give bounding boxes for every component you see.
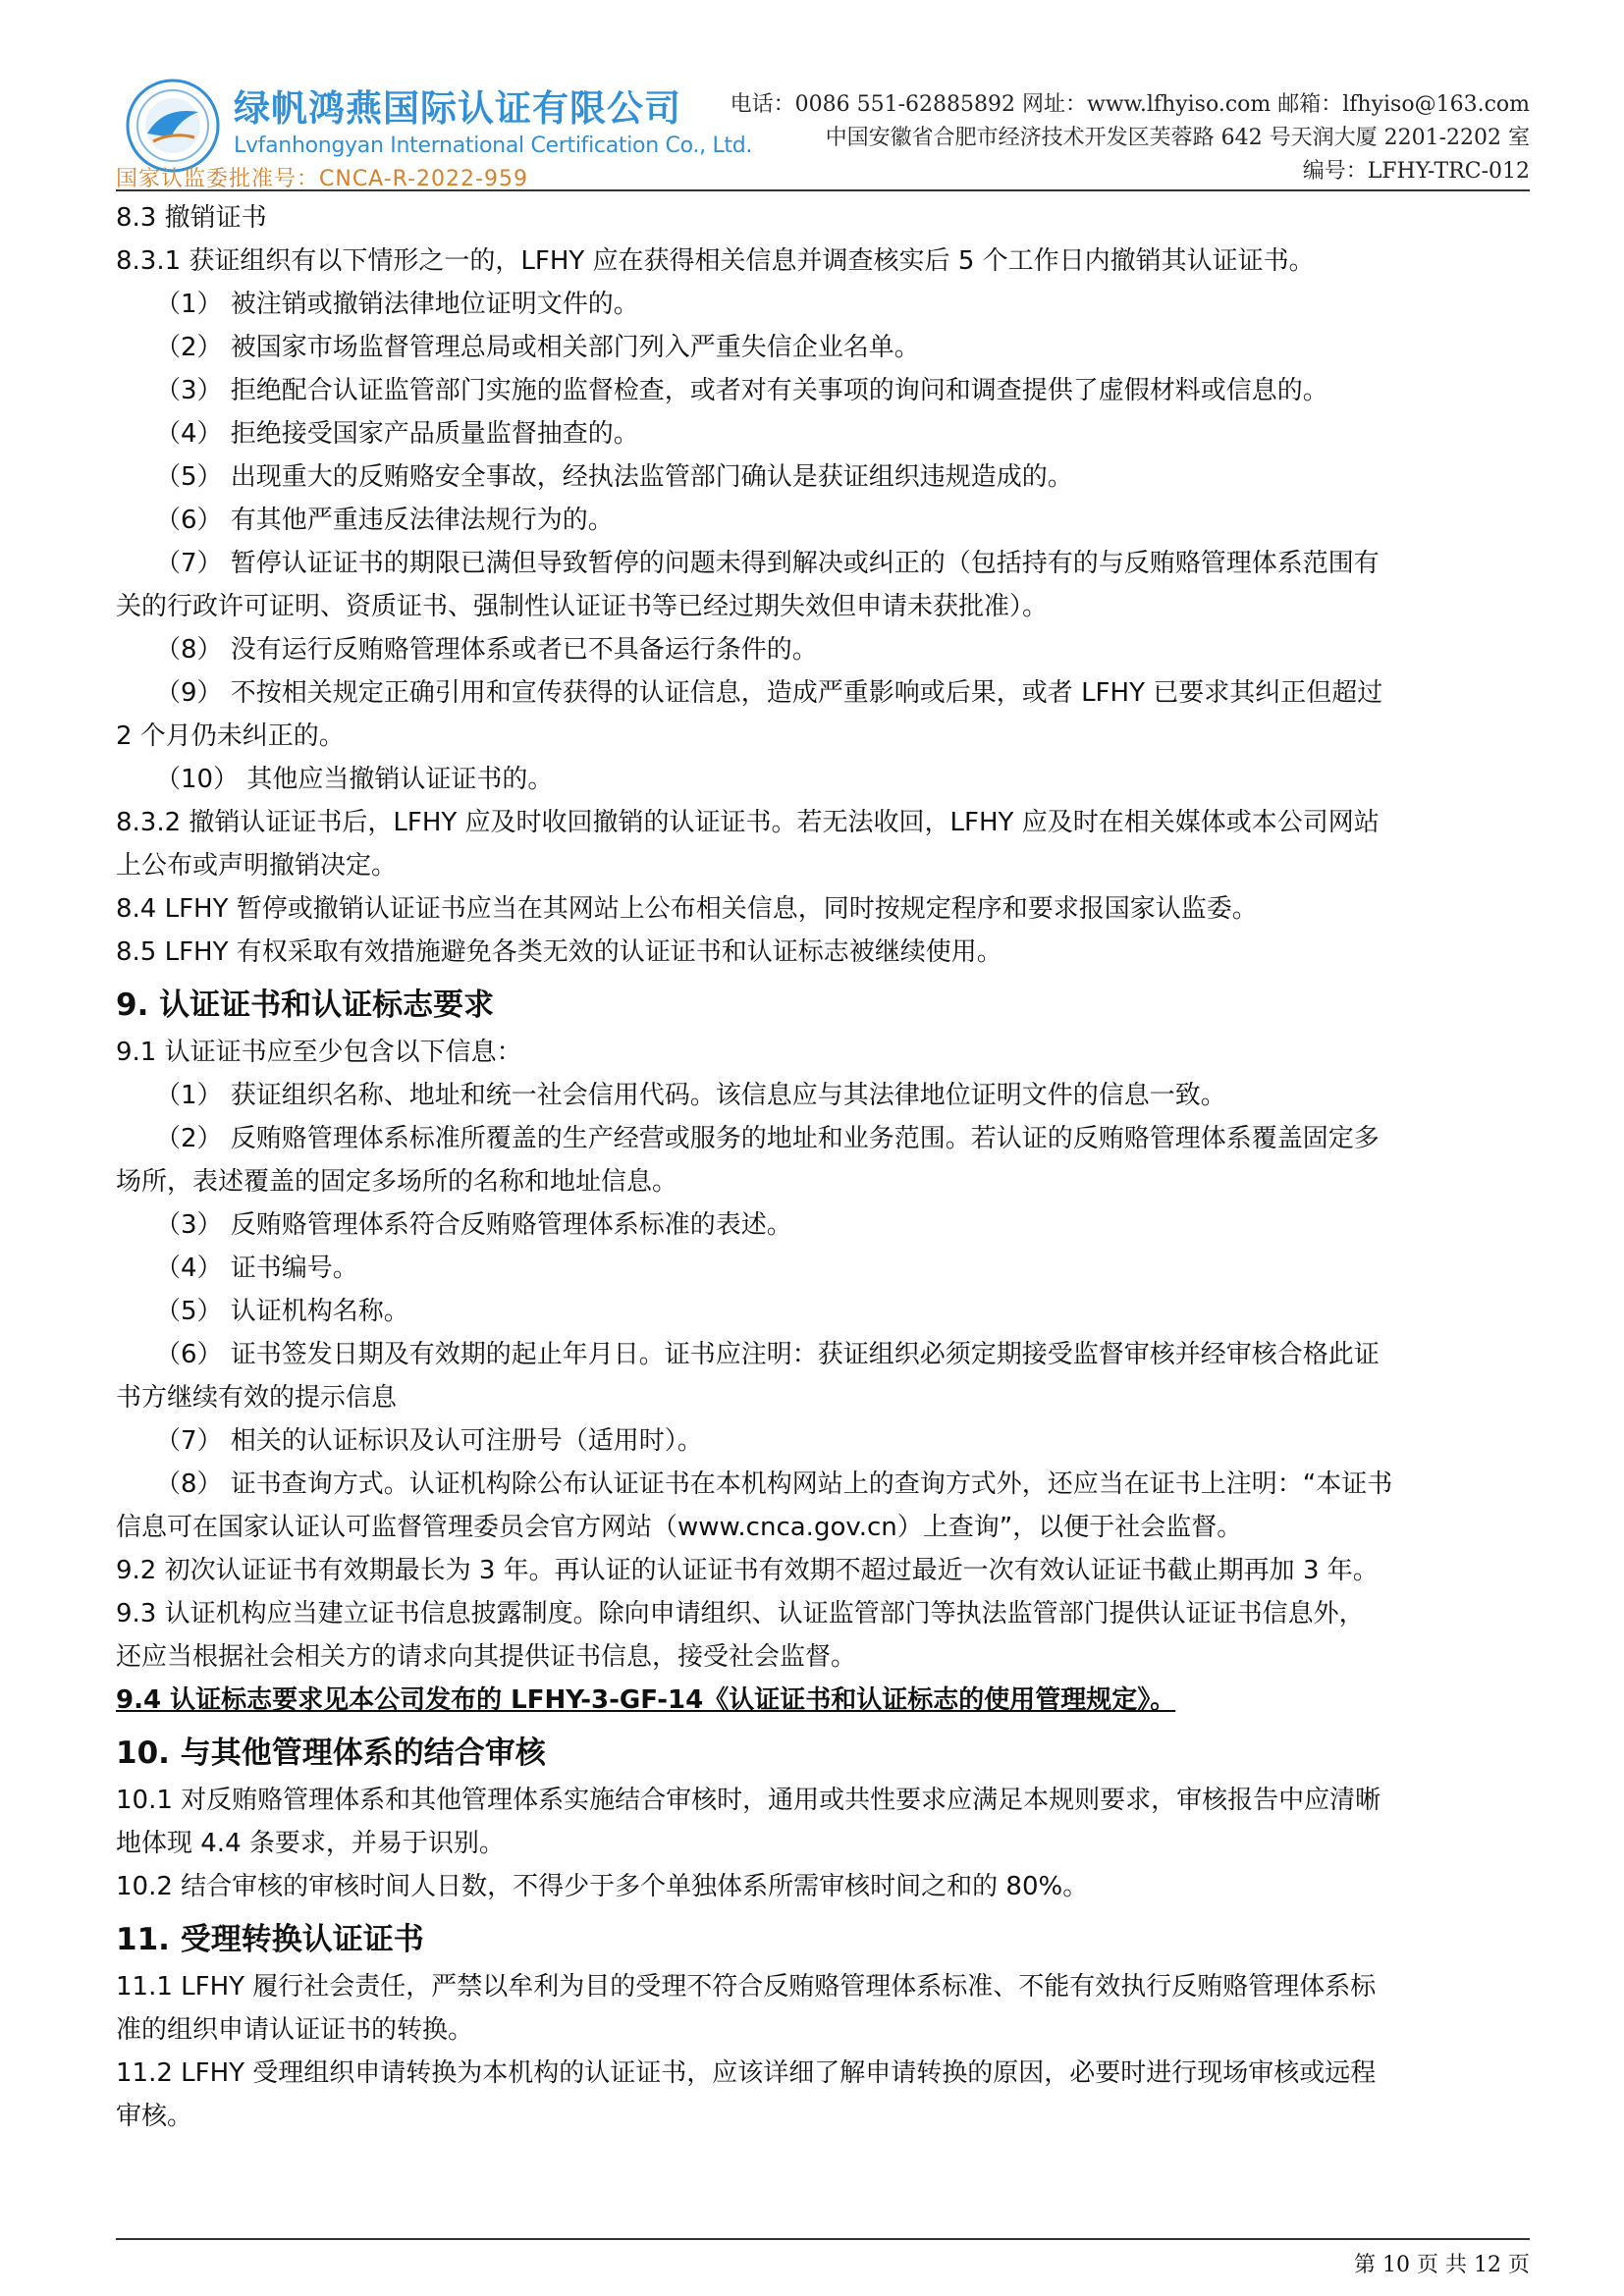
list-item-continuation: 场所，表述覆盖的固定多场所的名称和地址信息。 [116,1167,678,1197]
section-9-heading: 9. 认证证书和认证标志要求 [116,988,495,1023]
para-11-2: 11.2 LFHY 受理组织申请转换为本机构的认证证书，应该详细了解申请转换的原因，必要时进行现场审核或远程 [116,2058,1377,2088]
list-item: （4） 证书编号。 [155,1254,358,1283]
list-item: （1） 被注销或撤销法律地位证明文件的。 [155,290,639,319]
para-10-2: 10.2 结合审核的审核时间人日数，不得少于多个单独体系所需审核时间之和的 80%。 [116,1872,1089,1901]
page-header [116,69,1530,191]
header-divider [116,189,1530,191]
para-8-5: 8.5 LFHY 有权采取有效措施避免各类无效的认证证书和认证标志被继续使用。 [116,937,1002,967]
list-item: （8） 证书查询方式。认证机构除公布认证证书在本机构网站上的查询方式外，还应当在证书上注明：“本证书 [155,1469,1393,1499]
section-8-3-title: 8.3 撤销证书 [116,203,267,233]
para-9-4-underlined: 9.4 认证标志要求见本公司发布的 LFHY-3-GF-14《认证证书和认证标志的使用管理规定》。 [116,1685,1176,1715]
section-11-heading: 11. 受理转换认证证书 [116,1922,424,1957]
list-item: （5） 认证机构名称。 [155,1297,409,1326]
list-item: （3） 反贿赂管理体系符合反贿赂管理体系标准的表述。 [155,1210,792,1240]
para-9-3: 9.3 认证机构应当建立证书信息披露制度。除向申请组织、认证监管部门等执法监管部门提供认证证书信息外， [116,1599,1365,1629]
list-item: （7） 暂停认证证书的期限已满但导致暂停的问题未得到解决或纠正的（包括持有的与反贿赂管理体系范围有 [155,549,1380,578]
list-item: （8） 没有运行反贿赂管理体系或者已不具备运行条件的。 [155,635,818,665]
list-item-continuation: 信息可在国家认证认可监督管理委员会官方网站（www.cnca.gov.cn）上查询”，以便于社会监督。 [116,1513,1243,1542]
address-line: 中国安徽省合肥市经济技术开发区芙蓉路 642 号天润大厦 2201-2202 室 [825,126,1530,150]
list-item: （9） 不按相关规定正确引用和宣传获得的认证信息，造成严重影响或后果，或者 LFHY 已要求其纠正但超过 [155,678,1383,708]
list-item: （4） 拒绝接受国家产品质量监督抽查的。 [155,419,639,449]
list-item: （2） 反贿赂管理体系标准所覆盖的生产经营或服务的地址和业务范围。若认证的反贿赂管理体系覆盖固定多 [155,1124,1380,1153]
approval-number: 国家认监委批准号：CNCA-R-2022-959 [116,167,528,191]
page-number: 第 10 页 共 12 页 [1354,2253,1530,2277]
list-item: （6） 证书签发日期及有效期的起止年月日。证书应注明：获证组织必须定期接受监督审核并经审核合格此证 [155,1340,1380,1369]
list-item: （2） 被国家市场监督管理总局或相关部门列入严重失信企业名单。 [155,333,920,362]
para-continuation: 地体现 4.4 条要求，并易于识别。 [116,1829,505,1858]
para-continuation: 还应当根据社会相关方的请求向其提供证书信息，接受社会监督。 [116,1642,857,1672]
document-number: 编号：LFHY-TRC-012 [1302,159,1530,184]
document-body [116,196,1530,2138]
para-continuation: 审核。 [116,2102,193,2131]
footer-divider [116,2238,1530,2240]
para-11-1: 11.1 LFHY 履行社会责任，严禁以牟利为目的受理不符合反贿赂管理体系标准、不能有效执行反贿赂管理体系标 [116,1972,1377,2002]
para-10-1: 10.1 对反贿赂管理体系和其他管理体系实施结合审核时，通用或共性要求应满足本规则要求，审核报告中应清晰 [116,1786,1381,1815]
para-continuation: 上公布或声明撤销决定。 [116,851,398,881]
para-continuation: 准的组织申请认证证书的转换。 [116,2015,474,2045]
company-name-cn: 绿帆鸿燕国际认证有限公司 [234,87,681,130]
company-logo [124,77,222,175]
contact-line: 电话：0086 551-62885892 网址：www.lfhyiso.com 邮箱：lfhyiso@163.com [730,92,1530,117]
list-item: （5） 出现重大的反贿赂安全事故，经执法监管部门确认是获证组织违规造成的。 [155,462,1073,492]
company-name-en: Lvfanhongyan International Certification Co., Ltd. [234,133,753,158]
list-item: （3） 拒绝配合认证监管部门实施的监督检查，或者对有关事项的询问和调查提供了虚假材料或信息的。 [155,376,1328,405]
para-8-4: 8.4 LFHY 暂停或撤销认证证书应当在其网站上公布相关信息，同时按规定程序和要求报国家认监委。 [116,894,1258,924]
list-item: （1） 获证组织名称、地址和统一社会信用代码。该信息应与其法律地位证明文件的信息一致。 [155,1081,1226,1110]
para-8-3-1: 8.3.1 获证组织有以下情形之一的，LFHY 应在获得相关信息并调查核实后 5 个工作日内撤销其认证证书。 [116,246,1315,276]
list-item: （10） 其他应当撤销认证证书的。 [155,765,554,794]
para-9-1: 9.1 认证证书应至少包含以下信息： [116,1038,522,1067]
list-item-continuation: 2 个月仍未纠正的。 [116,721,345,751]
list-item-continuation: 书方继续有效的提示信息 [116,1383,398,1413]
list-item: （7） 相关的认证标识及认可注册号（适用时）。 [155,1426,703,1456]
section-10-heading: 10. 与其他管理体系的结合审核 [116,1735,546,1771]
para-8-3-2: 8.3.2 撤销认证证书后，LFHY 应及时收回撤销的认证证书。若无法收回，LFHY 应及时在相关媒体或本公司网站 [116,808,1380,837]
list-item-continuation: 关的行政许可证明、资质证书、强制性认证证书等已经过期失效但申请未获批准）。 [116,592,1049,621]
list-item: （6） 有其他严重违反法律法规行为的。 [155,506,614,535]
header-contact-block [731,88,1530,188]
para-9-2: 9.2 初次认证证书有效期最长为 3 年。再认证的认证证书有效期不超过最近一次有效认证证书截止期再加 3 年。 [116,1556,1379,1585]
